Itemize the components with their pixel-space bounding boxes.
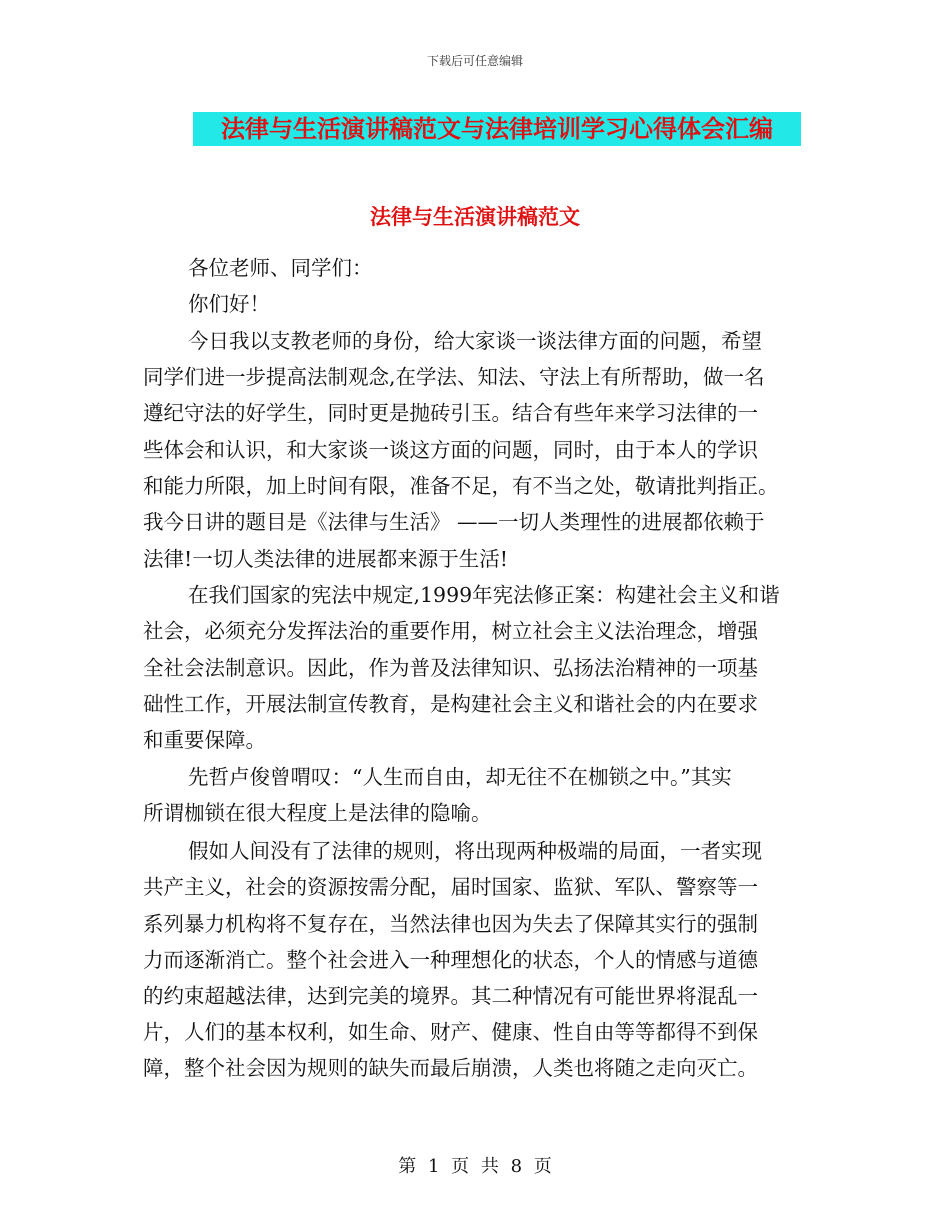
text-line: 和重要保障。: [143, 728, 266, 752]
text-line: 今日我以支教老师的身份，给大家谈一谈法律方面的问题，希望: [188, 329, 762, 353]
header-note: 下载后可任意编辑: [426, 54, 523, 68]
text-line: 共产主义，社会的资源按需分配，届时国家、监狱、军队、警察等一: [143, 875, 758, 899]
text-line: 的约束超越法律，达到完美的境界。其二种情况有可能世界将混乱一: [143, 984, 758, 1008]
text-line: 假如人间没有了法律的规则，将出现两种极端的局面，一者实现: [188, 839, 762, 863]
text-line: 片，人们的基本权利，如生命、财产、健康、性自由等等都得不到保: [143, 1020, 758, 1044]
text-line: 障，整个社会因为规则的缺失而最后崩溃，人类也将随之走向灭亡。: [143, 1056, 758, 1080]
text-line: 我今日讲的题目是《法律与生活》 ——一切人类理性的进展都依赖于: [143, 510, 765, 534]
text-line: 社会，必须充分发挥法治的重要作用，树立社会主义法治理念，增强: [143, 619, 758, 643]
main-title-highlight: [193, 112, 801, 146]
text-line: 在我们国家的宪法中规定,1999年宪法修正案：构建社会主义和谐: [188, 583, 780, 607]
text-line: 和能力所限，加上时间有限，准备不足，有不当之处，敬请批判指正。: [143, 474, 779, 498]
text-line: 些体会和认识，和大家谈一谈这方面的问题，同时，由于本人的学识: [143, 438, 758, 462]
main-title: 法律与生活演讲稿范文与法律培训学习心得体会汇编: [221, 115, 773, 143]
text-line: 力而逐渐消亡。整个社会进入一种理想化的状态，个人的情感与道德: [143, 948, 758, 972]
text-line: 所谓枷锁在很大程度上是法律的隐喻。: [143, 801, 492, 825]
text-line: 全社会法制意识。因此，作为普及法律知识、弘扬法治精神的一项基: [143, 656, 758, 680]
page-footer: 第 1 页 共 8 页: [398, 1156, 552, 1177]
text-line: 遵纪守法的好学生，同时更是抛砖引玉。结合有些年来学习法律的一: [143, 401, 758, 425]
text-line: 同学们进一步提高法制观念,在学法、知法、守法上有所帮助，做一名: [143, 365, 765, 389]
text-line: 先哲卢俊曾喟叹：“人生而自由，却无往不在枷锁之中。”其实: [188, 765, 732, 789]
text-line: 法律!一切人类法律的进展都来源于生活!: [143, 547, 508, 571]
text-line: 础性工作，开展法制宣传教育，是构建社会主义和谐社会的内在要求: [143, 692, 758, 716]
text-line: 你们好！: [188, 292, 270, 316]
sub-title: 法律与生活演讲稿范文: [370, 205, 580, 229]
text-line: 各位老师、同学们：: [188, 256, 373, 280]
text-line: 系列暴力机构将不复存在，当然法律也因为失去了保障其实行的强制: [143, 912, 758, 936]
